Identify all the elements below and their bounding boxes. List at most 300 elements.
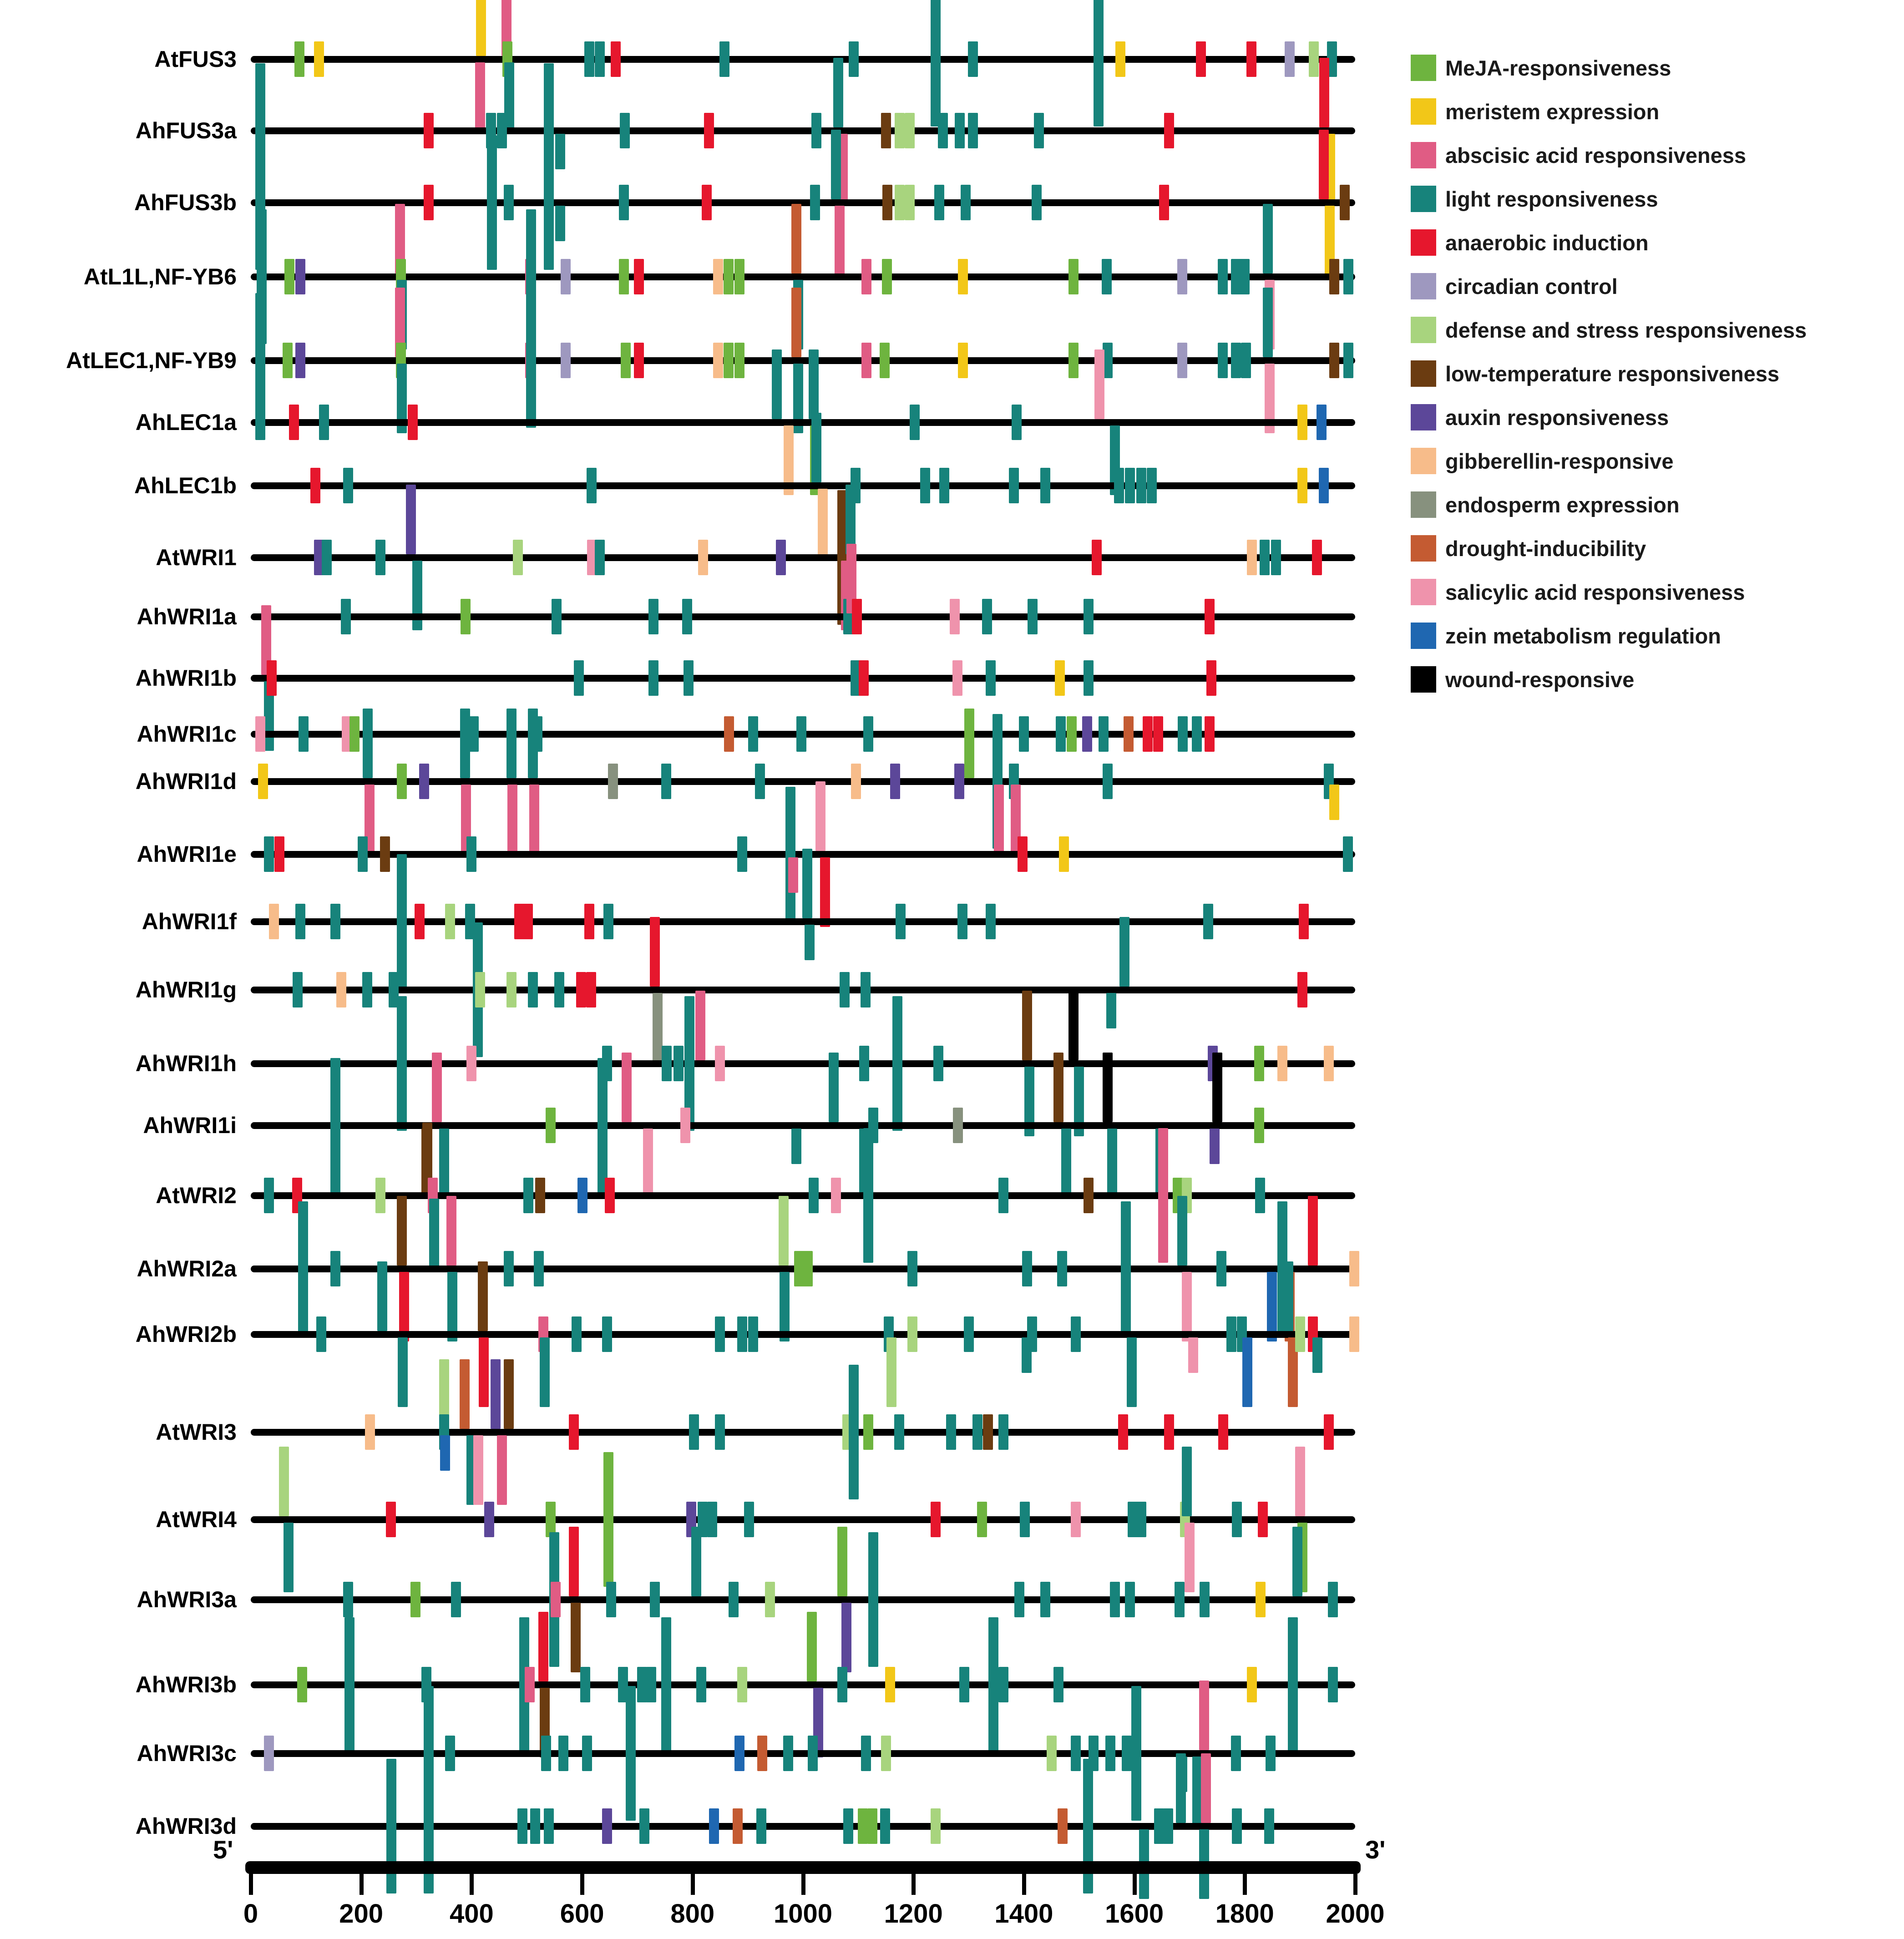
cis-element-mark-meja: [734, 259, 744, 294]
cis-element-mark-light: [619, 185, 629, 220]
cis-element-mark-auxin: [602, 1808, 612, 1844]
cis-element-mark-light: [445, 1736, 455, 1771]
cis-element-mark-light: [598, 1058, 608, 1193]
cis-element-mark-auxin: [419, 764, 429, 799]
cis-element-mark-light: [1084, 660, 1094, 696]
cis-element-mark-light: [1040, 468, 1050, 503]
cis-element-mark-auxin: [841, 1603, 851, 1672]
cis-element-mark-aba: [1201, 1753, 1211, 1823]
legend-label: light responsiveness: [1445, 187, 1658, 211]
cis-element-mark-salicylic: [1188, 1337, 1198, 1373]
cis-element-mark-light: [833, 58, 843, 127]
cis-element-mark-meja: [880, 343, 890, 378]
axis-tick: [360, 1874, 364, 1895]
cis-element-mark-defense: [886, 1337, 896, 1407]
cis-element-mark-light: [1176, 1753, 1186, 1823]
cis-element-mark-anaerobic: [569, 1527, 579, 1596]
cis-element-mark-light: [791, 1129, 801, 1164]
cis-element-mark-light: [506, 709, 517, 778]
cis-element-mark-light: [805, 925, 815, 960]
cis-element-mark-defense: [931, 1808, 941, 1844]
cis-element-mark-meja: [461, 599, 471, 634]
cis-element-mark-light: [1020, 1502, 1030, 1537]
cis-element-mark-light: [497, 113, 507, 148]
cis-element-mark-light: [295, 904, 305, 939]
cis-element-mark-defense: [765, 1582, 775, 1617]
cis-element-mark-light: [837, 1667, 847, 1702]
cis-element-mark-anaerobic: [1246, 41, 1256, 77]
track-label: AhLEC1b: [134, 473, 237, 498]
cis-element-mark-anaerobic: [415, 904, 425, 939]
cis-element-mark-meja: [603, 1452, 613, 1587]
cis-element-mark-light: [1027, 1316, 1037, 1352]
cis-element-mark-drought: [724, 716, 734, 752]
cis-element-mark-meja: [867, 1808, 877, 1844]
cis-element-mark-light: [358, 836, 368, 872]
cis-element-mark-anaerobic: [1164, 1414, 1174, 1450]
cis-element-mark-light: [554, 972, 564, 1007]
cis-element-mark-light: [544, 1808, 554, 1844]
cis-element-mark-meja: [297, 1667, 307, 1702]
cis-element-mark-light: [1226, 1316, 1236, 1352]
cis-element-mark-defense: [475, 972, 485, 1007]
cis-element-mark-auxin: [484, 1502, 494, 1537]
axis-tick-label: 1400: [994, 1899, 1053, 1929]
cis-element-mark-gibberellin: [713, 343, 723, 378]
cis-element-mark-light: [957, 904, 967, 939]
cis-element-mark-light: [691, 1527, 701, 1596]
cis-element-mark-meristem: [1297, 468, 1307, 503]
cis-element-mark-gibberellin: [336, 972, 346, 1007]
cis-element-mark-light: [737, 836, 747, 872]
cis-element-mark-anaerobic: [702, 185, 712, 220]
cis-element-mark-meja: [1068, 259, 1079, 294]
cis-element-mark-anaerobic: [424, 185, 434, 220]
cis-element-mark-light: [343, 468, 353, 503]
cis-element-mark-light: [595, 41, 605, 77]
defense-legend-swatch: [1411, 317, 1436, 343]
cis-element-mark-light: [1012, 405, 1022, 440]
cis-element-mark-lowtemp: [881, 113, 891, 148]
axis-tick: [580, 1874, 584, 1895]
axis-tick-label: 1200: [884, 1899, 943, 1929]
promoter-line: [251, 987, 1355, 993]
cis-element-mark-meja: [546, 1108, 556, 1143]
cis-element-mark-meja: [410, 1582, 420, 1617]
meja-legend-swatch: [1411, 55, 1436, 81]
cis-element-mark-meristem: [958, 343, 968, 378]
cis-element-mark-aba: [507, 785, 517, 854]
cis-element-mark-light: [933, 1046, 943, 1081]
cis-element-mark-light: [998, 1414, 1008, 1450]
cis-element-mark-light: [1125, 1582, 1135, 1617]
cis-element-mark-aba: [551, 1582, 561, 1617]
cis-element-mark-light: [756, 1808, 766, 1844]
cis-element-mark-anaerobic: [584, 904, 594, 939]
cis-element-mark-light: [1175, 1582, 1185, 1617]
cis-element-mark-light: [1084, 599, 1094, 634]
track-label: AhWRI1a: [137, 604, 237, 629]
legend-label: auxin responsiveness: [1445, 405, 1669, 430]
cis-element-mark-defense: [513, 540, 523, 575]
cis-element-mark-anaerobic: [386, 1502, 396, 1537]
cis-element-mark-light: [528, 709, 538, 778]
cis-element-mark-light: [375, 540, 385, 575]
cis-element-mark-anaerobic: [1018, 836, 1028, 872]
track-label: AtWRI3: [156, 1419, 237, 1445]
cis-element-mark-light: [1232, 1808, 1242, 1844]
cis-element-mark-zein: [709, 1808, 719, 1844]
cis-element-mark-anaerobic: [605, 1178, 615, 1213]
cis-element-mark-lowtemp: [1022, 991, 1032, 1060]
legend-label: endosperm expression: [1445, 493, 1680, 517]
cis-element-mark-light: [1343, 259, 1353, 294]
legend-label: anaerobic induction: [1445, 231, 1649, 255]
cis-element-mark-anaerobic: [408, 405, 418, 440]
cis-element-mark-lowtemp: [380, 836, 390, 872]
cis-element-mark-defense: [895, 113, 905, 148]
cis-element-mark-meja: [724, 259, 734, 294]
cis-element-mark-light: [1263, 204, 1273, 273]
cis-element-mark-light: [859, 1046, 869, 1081]
cis-element-mark-light: [555, 206, 565, 241]
track-label: AhWRI3b: [135, 1672, 237, 1697]
cis-element-mark-light: [1283, 1261, 1293, 1331]
promoter-line: [251, 613, 1355, 620]
cis-element-mark-light: [626, 1686, 636, 1821]
track-label: AhWRI1d: [135, 769, 237, 794]
cis-element-mark-anaerobic: [1312, 540, 1322, 575]
cis-element-mark-light: [1312, 1337, 1322, 1373]
cis-element-mark-light: [863, 1128, 873, 1263]
axis-bar: [245, 1861, 1361, 1874]
cis-element-mark-defense: [907, 1316, 917, 1352]
cis-element-mark-auxin: [295, 343, 305, 378]
cis-element-mark-lowtemp: [1329, 259, 1339, 294]
cis-element-mark-light: [341, 599, 351, 634]
cis-element-mark-light: [293, 972, 303, 1007]
cis-element-mark-salicylic: [715, 1046, 725, 1081]
promoter-line: [251, 127, 1355, 134]
cis-element-mark-meja: [1254, 1108, 1264, 1143]
cis-element-mark-anaerobic: [1299, 904, 1309, 939]
drought-legend-swatch: [1411, 535, 1436, 562]
cis-element-mark-light: [1105, 1736, 1115, 1771]
cis-element-mark-meja: [724, 343, 734, 378]
cis-element-mark-light: [910, 405, 920, 440]
cis-element-mark-defense: [445, 904, 455, 939]
cis-element-mark-light: [602, 1316, 612, 1352]
cis-element-mark-light: [316, 1316, 326, 1352]
cis-element-mark-light: [972, 1414, 982, 1450]
axis-tick: [911, 1874, 916, 1895]
cis-element-mark-light: [1119, 917, 1129, 987]
cis-element-mark-light: [748, 1316, 758, 1352]
cis-element-mark-gibberellin: [1349, 1316, 1359, 1352]
cis-element-mark-light: [729, 1582, 739, 1617]
cis-element-mark-light: [894, 1414, 904, 1450]
cis-element-mark-anaerobic: [1324, 1414, 1334, 1450]
cis-element-mark-auxin: [295, 259, 305, 294]
track-label: AhWRI2b: [135, 1321, 237, 1347]
cis-element-mark-light: [892, 996, 902, 1131]
cis-element-mark-light: [540, 1337, 550, 1407]
cis-element-mark-light: [946, 1414, 956, 1450]
cis-element-mark-light: [968, 41, 978, 77]
cis-element-mark-anaerobic: [1258, 1502, 1268, 1537]
promoter-line: [251, 273, 1355, 280]
cis-element-mark-light: [606, 1582, 616, 1617]
promoter-line: [251, 1823, 1355, 1830]
cis-element-mark-light: [1102, 259, 1112, 294]
cis-element-mark-defense: [737, 1667, 747, 1702]
cis-element-mark-light: [986, 660, 996, 696]
cis-element-mark-light: [1343, 836, 1353, 872]
cis-element-mark-light: [1057, 1251, 1067, 1286]
cis-element-mark-light: [1232, 1502, 1242, 1537]
cis-element-mark-light: [639, 1808, 649, 1844]
cis-element-mark-light: [572, 1316, 582, 1352]
cis-element-mark-aba: [861, 259, 871, 294]
cis-element-mark-light: [1264, 1808, 1274, 1844]
cis-element-mark-light: [934, 185, 944, 220]
cis-element-mark-light: [528, 972, 538, 1007]
cis-element-mark-aba: [1199, 1681, 1209, 1750]
cis-element-mark-light: [840, 972, 850, 1007]
cis-element-mark-light: [460, 709, 470, 778]
cis-element-mark-light: [661, 764, 671, 799]
cis-element-mark-wound: [1212, 1053, 1222, 1122]
cis-element-mark-gibberellin: [1247, 540, 1257, 575]
cis-element-mark-anaerobic: [569, 1414, 579, 1450]
cis-element-mark-light: [1147, 468, 1157, 503]
cis-element-mark-zein: [1242, 1337, 1252, 1407]
cis-element-mark-light: [689, 1414, 699, 1450]
cis-element-mark-light: [1106, 993, 1116, 1028]
cis-element-mark-light: [737, 1316, 747, 1352]
cis-element-mark-light: [377, 1261, 387, 1331]
cis-element-mark-light: [1177, 1196, 1187, 1266]
cis-element-mark-light: [1178, 716, 1188, 752]
track-label: AtWRI2: [156, 1183, 237, 1208]
cis-element-mark-light: [811, 113, 821, 148]
cis-element-mark-meja: [964, 709, 974, 778]
cis-element-mark-light: [1266, 1736, 1276, 1771]
salicylic-legend-swatch: [1411, 579, 1436, 605]
cis-element-mark-light: [343, 1582, 353, 1617]
cis-element-mark-light: [1292, 1527, 1302, 1596]
cis-element-mark-light: [1110, 1582, 1120, 1617]
cis-element-mark-zein: [1317, 405, 1327, 440]
cis-element-mark-salicylic: [1295, 1447, 1305, 1516]
lowtemp-legend-swatch: [1411, 360, 1436, 387]
cis-element-mark-light: [1032, 185, 1042, 220]
cis-element-mark-light: [811, 413, 821, 482]
cis-element-mark-wound: [1103, 1053, 1113, 1122]
cis-element-mark-aba: [994, 785, 1004, 854]
cis-element-mark-light: [1053, 1667, 1063, 1702]
cis-element-mark-light: [696, 1667, 706, 1702]
cis-element-mark-light: [1271, 540, 1281, 575]
axis-tick-label: 2000: [1326, 1899, 1385, 1929]
cis-element-mark-light: [907, 1251, 917, 1286]
cis-element-mark-anaerobic: [634, 343, 644, 378]
cis-element-mark-light: [1019, 716, 1029, 752]
cis-element-mark-lowtemp: [478, 1261, 488, 1331]
cis-element-mark-endosperm: [608, 764, 618, 799]
cis-element-mark-light: [1009, 468, 1019, 503]
cis-element-mark-anaerobic: [1164, 113, 1174, 148]
cis-element-mark-light: [843, 1808, 853, 1844]
cis-element-mark-gibberellin: [1277, 1046, 1287, 1081]
cis-element-mark-drought: [757, 1736, 767, 1771]
cis-element-mark-light: [517, 1808, 527, 1844]
cis-element-mark-light: [603, 904, 613, 939]
cis-element-mark-light: [1099, 716, 1109, 752]
cis-element-mark-light: [1218, 343, 1228, 378]
cis-element-mark-anaerobic: [1205, 599, 1215, 634]
cis-element-mark-meja: [397, 764, 407, 799]
cis-element-mark-zein: [577, 1178, 587, 1213]
cis-element-mark-gibberellin: [818, 489, 828, 558]
legend-label: low-temperature responsiveness: [1445, 362, 1779, 386]
promoter-line: [251, 1331, 1355, 1338]
legend-label: salicylic acid responsiveness: [1445, 580, 1745, 604]
cis-element-mark-gibberellin: [698, 540, 708, 575]
cis-element-mark-light: [322, 540, 332, 575]
cis-element-mark-light: [931, 0, 941, 127]
cis-element-mark-light: [684, 660, 694, 696]
cis-element-mark-light: [466, 836, 476, 872]
cis-element-mark-light: [397, 996, 407, 1131]
cis-element-mark-anaerobic: [267, 660, 277, 696]
cis-element-mark-light: [982, 599, 992, 634]
cis-element-mark-defense: [895, 185, 905, 220]
cis-element-mark-light: [469, 716, 479, 752]
axis-tick: [691, 1874, 695, 1895]
cis-element-mark-salicylic: [1071, 1502, 1081, 1537]
cis-element-mark-anaerobic: [1159, 185, 1169, 220]
cis-element-mark-light: [584, 41, 594, 77]
cis-element-mark-anaerobic: [1297, 972, 1307, 1007]
cis-element-mark-light: [429, 1199, 439, 1268]
cis-element-mark-anaerobic: [852, 599, 862, 634]
cis-element-mark-gibberellin: [269, 904, 279, 939]
cis-element-mark-light: [831, 130, 841, 199]
cis-element-mark-light: [439, 1129, 449, 1198]
track-label: AtWRI1: [156, 545, 237, 570]
cis-element-mark-defense: [905, 113, 915, 148]
cis-element-mark-salicylic: [466, 1046, 476, 1081]
cis-element-mark-anaerobic: [704, 113, 714, 148]
cis-element-mark-anaerobic: [586, 972, 596, 1007]
cis-element-mark-auxin: [1210, 1129, 1220, 1164]
cis-element-mark-salicylic: [831, 1178, 841, 1213]
cis-element-mark-light: [1263, 288, 1273, 357]
cis-element-mark-light: [1056, 716, 1066, 752]
track-label: AtL1L,NF-YB6: [83, 264, 237, 289]
cis-element-mark-light: [783, 1736, 793, 1771]
cis-element-mark-light: [861, 1736, 871, 1771]
legend-label: abscisic acid responsiveness: [1445, 143, 1746, 167]
cis-element-mark-light: [1125, 468, 1135, 503]
track-label: AhWRI3a: [137, 1587, 237, 1612]
cis-element-mark-light: [880, 1808, 890, 1844]
cis-element-mark-defense: [375, 1178, 385, 1213]
track-label: AhWRI1e: [137, 841, 237, 867]
cis-element-mark-light: [772, 349, 782, 419]
cis-element-mark-defense: [905, 185, 915, 220]
track-label: AhWRI1b: [135, 665, 237, 691]
cis-element-mark-light: [1028, 599, 1038, 634]
track-label: AhWRI2a: [137, 1256, 237, 1281]
cis-element-mark-light: [1231, 343, 1241, 378]
cis-element-mark-meristem: [476, 0, 486, 56]
cis-element-mark-light: [504, 185, 514, 220]
track-label: AhWRI1c: [137, 721, 237, 747]
legend-label: MeJA-responsiveness: [1445, 56, 1671, 80]
cis-element-mark-light: [648, 599, 658, 634]
cis-element-mark-lowtemp: [397, 1196, 407, 1266]
cis-element-mark-zein: [734, 1736, 744, 1771]
cis-element-mark-defense: [1295, 1316, 1305, 1352]
cis-element-mark-light: [849, 41, 859, 77]
cis-element-mark-light: [961, 185, 971, 220]
cis-element-mark-anaerobic: [1092, 540, 1102, 575]
cis-element-mark-aba: [525, 1667, 535, 1702]
cis-element-mark-meristem: [258, 764, 268, 799]
cis-element-mark-meristem: [885, 1667, 895, 1702]
axis-tick-label: 200: [339, 1899, 384, 1929]
aba-legend-swatch: [1411, 142, 1436, 168]
promoter-line: [251, 1060, 1355, 1067]
cis-element-mark-light: [849, 1365, 859, 1499]
cis-element-mark-lowtemp: [504, 1359, 514, 1429]
cis-element-mark-auxin: [954, 764, 964, 799]
cis-element-mark-light: [802, 849, 812, 918]
cis-element-mark-drought: [1058, 1808, 1068, 1844]
cis-element-mark-anaerobic: [479, 1337, 489, 1407]
cis-element-mark-circadian: [1285, 41, 1295, 77]
five-prime-label: 5': [213, 1835, 233, 1864]
cis-element-mark-light: [398, 1337, 408, 1407]
circadian-legend-swatch: [1411, 273, 1436, 299]
cis-element-mark-light: [587, 468, 597, 503]
cis-element-mark-aba: [529, 785, 539, 854]
cis-element-mark-gibberellin: [713, 259, 723, 294]
cis-element-mark-light: [1203, 904, 1213, 939]
cis-element-mark-meja: [882, 259, 892, 294]
cis-element-mark-light: [1255, 1178, 1265, 1213]
cis-element-mark-aba: [861, 343, 871, 378]
cis-element-mark-light: [809, 1178, 819, 1213]
cis-element-mark-light: [582, 1736, 592, 1771]
cis-element-mark-light: [662, 1046, 672, 1081]
cis-element-mark-gibberellin: [851, 764, 861, 799]
cis-element-mark-light: [707, 1502, 717, 1537]
legend-label: gibberellin-responsive: [1445, 449, 1674, 473]
cis-element-mark-light: [1260, 540, 1270, 575]
cis-element-mark-meja: [1254, 1046, 1264, 1081]
cis-element-mark-light: [1218, 259, 1228, 294]
cis-element-mark-anaerobic: [611, 41, 621, 77]
cis-element-mark-light: [719, 41, 729, 77]
cis-element-mark-light: [526, 293, 536, 428]
cis-element-mark-meristem: [1059, 836, 1069, 872]
axis-tick: [1022, 1874, 1026, 1895]
cis-element-mark-meristem: [314, 41, 324, 77]
endosperm-legend-swatch: [1411, 491, 1436, 518]
